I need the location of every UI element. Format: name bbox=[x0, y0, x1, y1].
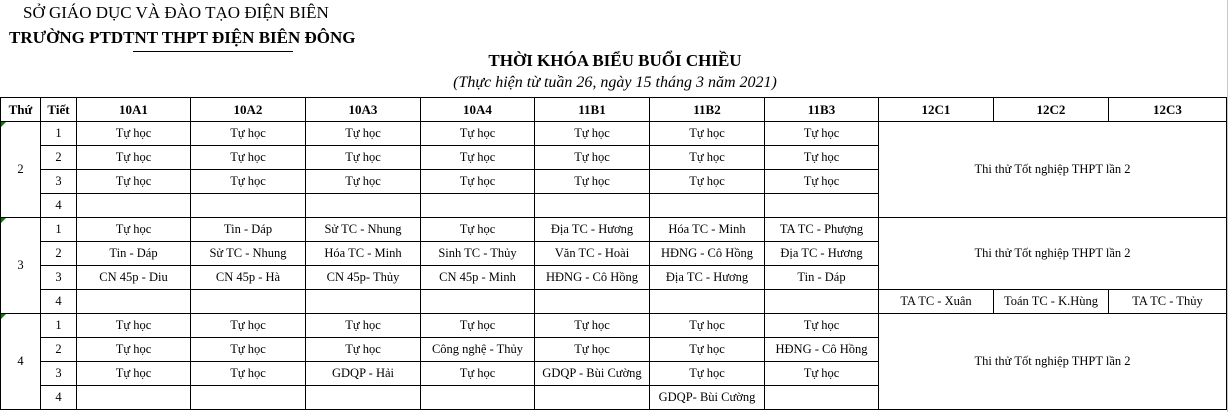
lesson-cell: Tự học bbox=[306, 338, 421, 362]
col-header-class: 11B1 bbox=[535, 98, 650, 122]
day-label: 3 bbox=[17, 258, 24, 272]
lesson-cell: CN 45p - Hà bbox=[191, 266, 306, 290]
lesson-cell: Tự học bbox=[765, 146, 879, 170]
department-name: SỞ GIÁO DỤC VÀ ĐÀO TẠO ĐIỆN BIÊN bbox=[23, 3, 329, 22]
lesson-cell: Tự học bbox=[765, 314, 879, 338]
lesson-cell: Tự học bbox=[650, 146, 765, 170]
lesson-cell: Tin - Dáp bbox=[77, 242, 191, 266]
lesson-cell: Tự học bbox=[191, 170, 306, 194]
lesson-cell bbox=[765, 194, 879, 218]
cell-marker bbox=[1, 122, 6, 127]
lesson-cell: Tự học bbox=[306, 314, 421, 338]
lesson-cell: Tự học bbox=[765, 122, 879, 146]
lesson-cell: Tự học bbox=[421, 314, 535, 338]
lesson-cell bbox=[765, 290, 879, 314]
lesson-cell: Tự học bbox=[77, 170, 191, 194]
lesson-cell: Tự học bbox=[77, 338, 191, 362]
lesson-cell bbox=[421, 290, 535, 314]
school-name: TRƯỜNG PTDTNT THPT ĐIỆN BIÊN ĐÔNG bbox=[9, 28, 356, 47]
lesson-cell: Tự học bbox=[650, 362, 765, 386]
lesson-cell: Địa TC - Hương bbox=[535, 218, 650, 242]
lesson-cell bbox=[650, 290, 765, 314]
lesson-cell: Tự học bbox=[421, 362, 535, 386]
lesson-cell: Tự học bbox=[191, 122, 306, 146]
col-header-class: 10A3 bbox=[306, 98, 421, 122]
lesson-cell: Toán TC - K.Hùng bbox=[994, 290, 1109, 314]
col-header-class: 11B2 bbox=[650, 98, 765, 122]
lesson-cell: Hóa TC - Minh bbox=[306, 242, 421, 266]
lesson-cell: Tự học bbox=[650, 314, 765, 338]
lesson-cell: Tự học bbox=[421, 122, 535, 146]
col-header-class: 10A2 bbox=[191, 98, 306, 122]
period-cell: 1 bbox=[41, 218, 77, 242]
lesson-cell: CN 45p - Diu bbox=[77, 266, 191, 290]
lesson-cell bbox=[306, 290, 421, 314]
period-cell: 4 bbox=[41, 290, 77, 314]
lesson-cell: CN 45p- Thủy bbox=[306, 266, 421, 290]
lesson-cell: Tự học bbox=[191, 362, 306, 386]
lesson-cell: Tự học bbox=[306, 170, 421, 194]
period-cell: 2 bbox=[41, 146, 77, 170]
lesson-cell: Tự học bbox=[650, 170, 765, 194]
period-cell: 3 bbox=[41, 266, 77, 290]
period-cell: 2 bbox=[41, 242, 77, 266]
lesson-cell bbox=[650, 194, 765, 218]
lesson-cell bbox=[535, 386, 650, 410]
lesson-cell: Tự học bbox=[421, 170, 535, 194]
lesson-cell: Tự học bbox=[77, 218, 191, 242]
lesson-cell: GDQP - Bùi Cường bbox=[535, 362, 650, 386]
cell-marker bbox=[1, 314, 6, 319]
lesson-cell: Tự học bbox=[535, 314, 650, 338]
lesson-cell: HĐNG - Cô Hồng bbox=[650, 242, 765, 266]
lesson-cell: Tự học bbox=[535, 170, 650, 194]
page-title: THỜI KHÓA BIỂU BUỔI CHIỀU bbox=[488, 51, 742, 70]
lesson-cell: Tự học bbox=[77, 146, 191, 170]
lesson-cell bbox=[77, 386, 191, 410]
col-header-class: 10A1 bbox=[77, 98, 191, 122]
lesson-cell bbox=[421, 386, 535, 410]
header-row bbox=[1, 98, 1227, 122]
cell-marker bbox=[1, 218, 6, 223]
lesson-cell: GDQP- Bùi Cường bbox=[650, 386, 765, 410]
lesson-cell: Địa TC - Hương bbox=[650, 266, 765, 290]
lesson-cell: Tin - Dáp bbox=[191, 218, 306, 242]
exam-merged-cell: Thi thử Tốt nghiệp THPT lần 2 bbox=[879, 218, 1227, 290]
lesson-cell: Tin - Dáp bbox=[765, 266, 879, 290]
lesson-cell bbox=[306, 194, 421, 218]
lesson-cell: HĐNG - Cô Hồng bbox=[535, 266, 650, 290]
lesson-cell bbox=[765, 386, 879, 410]
lesson-cell: Tự học bbox=[77, 314, 191, 338]
lesson-cell: Hóa TC - Minh bbox=[650, 218, 765, 242]
lesson-cell: TA TC - Phượng bbox=[765, 218, 879, 242]
lesson-cell: Tự học bbox=[765, 170, 879, 194]
col-header-day: Thứ bbox=[1, 98, 41, 122]
lesson-cell bbox=[535, 290, 650, 314]
lesson-cell bbox=[191, 386, 306, 410]
lesson-cell bbox=[77, 194, 191, 218]
col-header-period: Tiết bbox=[41, 98, 77, 122]
lesson-cell: Tự học bbox=[535, 338, 650, 362]
period-cell: 3 bbox=[41, 170, 77, 194]
day-label: 4 bbox=[17, 354, 24, 368]
day-cell bbox=[1, 314, 41, 410]
lesson-cell: Sinh TC - Thủy bbox=[421, 242, 535, 266]
lesson-cell bbox=[191, 194, 306, 218]
lesson-cell: Tự học bbox=[765, 362, 879, 386]
col-header-class: 12C2 bbox=[994, 98, 1109, 122]
col-header-class: 12C1 bbox=[879, 98, 994, 122]
period-cell: 1 bbox=[41, 122, 77, 146]
lesson-cell bbox=[77, 290, 191, 314]
lesson-cell: Tự học bbox=[191, 146, 306, 170]
lesson-cell: Văn TC - Hoài bbox=[535, 242, 650, 266]
lesson-cell: Tự học bbox=[650, 122, 765, 146]
lesson-cell: TA TC - Thủy bbox=[1109, 290, 1227, 314]
period-cell: 2 bbox=[41, 338, 77, 362]
day-label: 2 bbox=[17, 162, 24, 176]
col-header-class: 10A4 bbox=[421, 98, 535, 122]
col-header-class: 12C3 bbox=[1109, 98, 1227, 122]
lesson-cell: Sử TC - Nhung bbox=[191, 242, 306, 266]
table-row bbox=[1, 314, 1227, 338]
table-row bbox=[1, 290, 1227, 314]
period-cell: 3 bbox=[41, 362, 77, 386]
day-cell bbox=[1, 218, 41, 314]
lesson-cell: GDQP - Hải bbox=[306, 362, 421, 386]
lesson-cell: CN 45p - Minh bbox=[421, 266, 535, 290]
table-row bbox=[1, 122, 1227, 146]
lesson-cell: Tự học bbox=[650, 338, 765, 362]
lesson-cell: Tự học bbox=[77, 362, 191, 386]
exam-merged-cell: Thi thử Tốt nghiệp THPT lần 2 bbox=[879, 314, 1227, 410]
lesson-cell bbox=[535, 194, 650, 218]
day-cell bbox=[1, 122, 41, 218]
exam-merged-cell: Thi thử Tốt nghiệp THPT lần 2 bbox=[879, 122, 1227, 218]
lesson-cell: Tự học bbox=[421, 218, 535, 242]
lesson-cell: Tự học bbox=[306, 122, 421, 146]
lesson-cell: Tự học bbox=[77, 122, 191, 146]
lesson-cell: TA TC - Xuân bbox=[879, 290, 994, 314]
period-cell: 4 bbox=[41, 386, 77, 410]
lesson-cell: Tự học bbox=[191, 338, 306, 362]
lesson-cell bbox=[191, 290, 306, 314]
lesson-cell: Địa TC - Hương bbox=[765, 242, 879, 266]
timetable bbox=[0, 97, 1227, 410]
lesson-cell: Tự học bbox=[421, 146, 535, 170]
lesson-cell: Công nghệ - Thủy bbox=[421, 338, 535, 362]
period-cell: 4 bbox=[41, 194, 77, 218]
table-row bbox=[1, 218, 1227, 242]
lesson-cell: Tự học bbox=[535, 122, 650, 146]
page-subtitle: (Thực hiện từ tuần 26, ngày 15 tháng 3 năm 2021) bbox=[453, 74, 777, 91]
lesson-cell: Sử TC - Nhung bbox=[306, 218, 421, 242]
col-header-class: 11B3 bbox=[765, 98, 879, 122]
lesson-cell: Tự học bbox=[191, 314, 306, 338]
lesson-cell: HĐNG - Cô Hồng bbox=[765, 338, 879, 362]
lesson-cell bbox=[421, 194, 535, 218]
period-cell: 1 bbox=[41, 314, 77, 338]
lesson-cell: Tự học bbox=[535, 146, 650, 170]
lesson-cell bbox=[306, 386, 421, 410]
lesson-cell: Tự học bbox=[306, 146, 421, 170]
